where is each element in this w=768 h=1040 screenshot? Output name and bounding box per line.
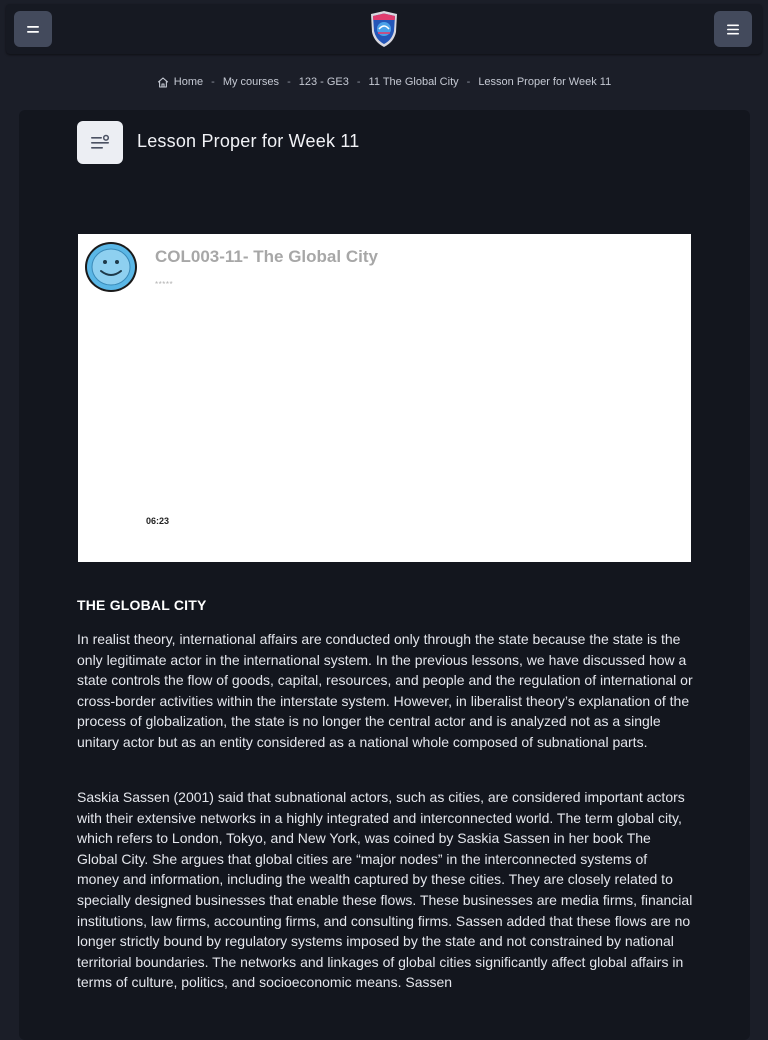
breadcrumb-current-page[interactable]: Lesson Proper for Week 11	[478, 76, 612, 88]
breadcrumb-separator: -	[356, 76, 361, 88]
video-title[interactable]: COL003-11- The Global City	[155, 247, 378, 266]
breadcrumb-home[interactable]	[157, 76, 203, 88]
school-shield-logo[interactable]	[368, 10, 400, 48]
sidebar-toggle-button[interactable]	[14, 11, 52, 47]
main-content-card	[19, 110, 750, 1040]
user-menu-button[interactable]	[714, 11, 752, 47]
page-lines-icon	[77, 121, 123, 164]
video-subtitle: *****	[155, 280, 174, 289]
top-navbar	[6, 4, 762, 54]
breadcrumb	[0, 74, 768, 90]
breadcrumb-label: Home	[173, 76, 204, 88]
video-timestamp: 06:23	[146, 516, 170, 526]
page-title: Lesson Proper for Week 11	[137, 131, 360, 151]
breadcrumb-section[interactable]: 11 The Global City	[368, 76, 459, 88]
breadcrumb-my-courses[interactable]: My courses	[222, 76, 280, 88]
breadcrumb-separator: -	[211, 76, 215, 88]
lesson-paragraph: Saskia Sassen (2001) said that subnational actors, such as cities, are considered important actors with their extensive networks in a highly integrated and interconnected world. The term global city, which refers to London, Tokyo, and New York, was coined by Saskia Sassen in her book The Global City. She argues that global cities are “major nodes” in the interconnected systems of money and information, including the wealth captured by these cities. They are closely related to specially designed businesses that enable these flows. These businesses are media firms, financial institutions, law firms, accounting firms, and consulting firms. Sassen added that these flows are no longer strictly bound by regulatory systems imposed by the state and not constrained by national territorial boundaries. The networks and linkages of global cities significantly affect global affairs in terms of culture, politics, and socioeconomic means. Sassen	[77, 789, 693, 991]
breadcrumb-separator: -	[287, 76, 291, 88]
smiley-avatar-icon	[84, 241, 138, 293]
breadcrumb-separator: -	[466, 76, 471, 88]
breadcrumb-course[interactable]: 123 - GE3	[298, 76, 349, 88]
lesson-paragraph: In realist theory, international affairs are conducted only through the state because the state is the only legitimate actor in the international system. In the previous lessons, we have discussed how a state controls the flow of goods, capital, resources, and people and the regulation of international or cross-border activities within the interstate system. However, in liberalist theory’s explanation of the process of globalization, the state is no longer the central actor and is analyzed not as a single unitary actor but as an entity considered as a national whole composed of subnational parts.	[77, 631, 693, 750]
menu-icon	[27, 25, 39, 34]
menu-icon	[727, 24, 739, 35]
home-icon	[157, 77, 169, 88]
video-player[interactable]	[78, 234, 691, 562]
section-heading: THE GLOBAL CITY	[77, 597, 207, 613]
